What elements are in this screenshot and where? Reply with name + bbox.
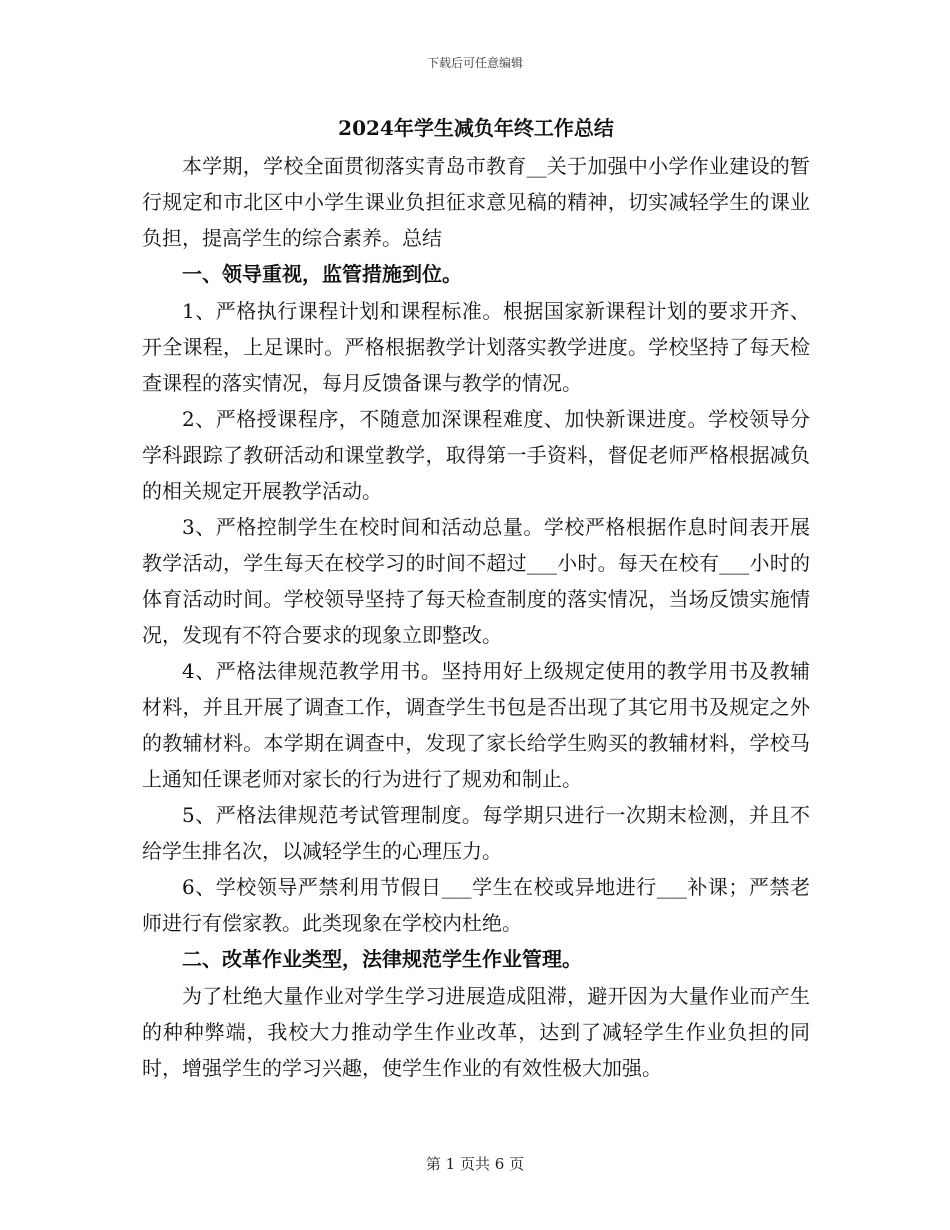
paragraph-item-2: 2、严格授课程序，不随意加深课程难度、加快新课进度。学校领导分学科跟踪了教研活动和课堂教学，取得第一手资料，督促老师严格根据减负的相关规定开展教学活动。: [142, 407, 810, 503]
document-body: [142, 108, 810, 1086]
paragraph-item-4: 4、严格法律规范教学用书。坚持用好上级规定使用的教学用书及教辅材料，并且开展了调查工作，调查学生书包是否出现了其它用书及规定之外的教辅材料。本学期在调查中，发现了家长给学生购买的教辅材料，学校马上通知任课老师对家长的行为进行了规劝和制止。: [142, 659, 810, 791]
paragraph-item-5: 5、严格法律规范考试管理制度。每学期只进行一次期末检测，并且不给学生排名次，以减轻学生的心理压力。: [142, 803, 810, 863]
header-note: 下载后可任意编辑: [426, 56, 523, 70]
section-heading-2: 二、改革作业类型，法律规范学生作业管理。: [182, 947, 582, 971]
paragraph-item-3: 3、严格控制学生在校时间和活动总量。学校严格根据作息时间表开展教学活动，学生每天在校学习的时间不超过___小时。每天在校有___小时的体育活动时间。学校领导坚持了每天检查制度的落实情况，当场反馈实施情况，发现有不符合要求的现象立即整改。: [142, 515, 810, 647]
paragraph-section-2: 为了杜绝大量作业对学生学习进展造成阻滞，避开因为大量作业而产生的种种弊端，我校大力推动学生作业改革，达到了减轻学生作业负担的同时，增强学生的学习兴趣，使学生作业的有效性极大加强。: [142, 984, 810, 1080]
section-heading-1: 一、领导重视，监管措施到位。: [182, 262, 462, 286]
paragraph-intro: 本学期，学校全面贯彻落实青岛市教育__关于加强中小学作业建设的暂行规定和市北区中小学生课业负担征求意见稿的精神，切实减轻学生的课业负担，提高学生的综合素养。总结: [142, 154, 810, 250]
paragraph-item-1: 1、严格执行课程计划和课程标准。根据国家新课程计划的要求开齐、开全课程，上足课时。严格根据教学计划落实教学进度。学校坚持了每天检查课程的落实情况，每月反馈备课与教学的情况。: [142, 299, 810, 395]
paragraph-item-6: 6、学校领导严禁利用节假日___学生在校或异地进行___补课；严禁老师进行有偿家教。此类现象在学校内杜绝。: [142, 875, 810, 935]
document-title: 2024年学生减负年终工作总结: [338, 116, 614, 140]
page-number-footer: 第 1 页共 6 页: [425, 1155, 525, 1173]
